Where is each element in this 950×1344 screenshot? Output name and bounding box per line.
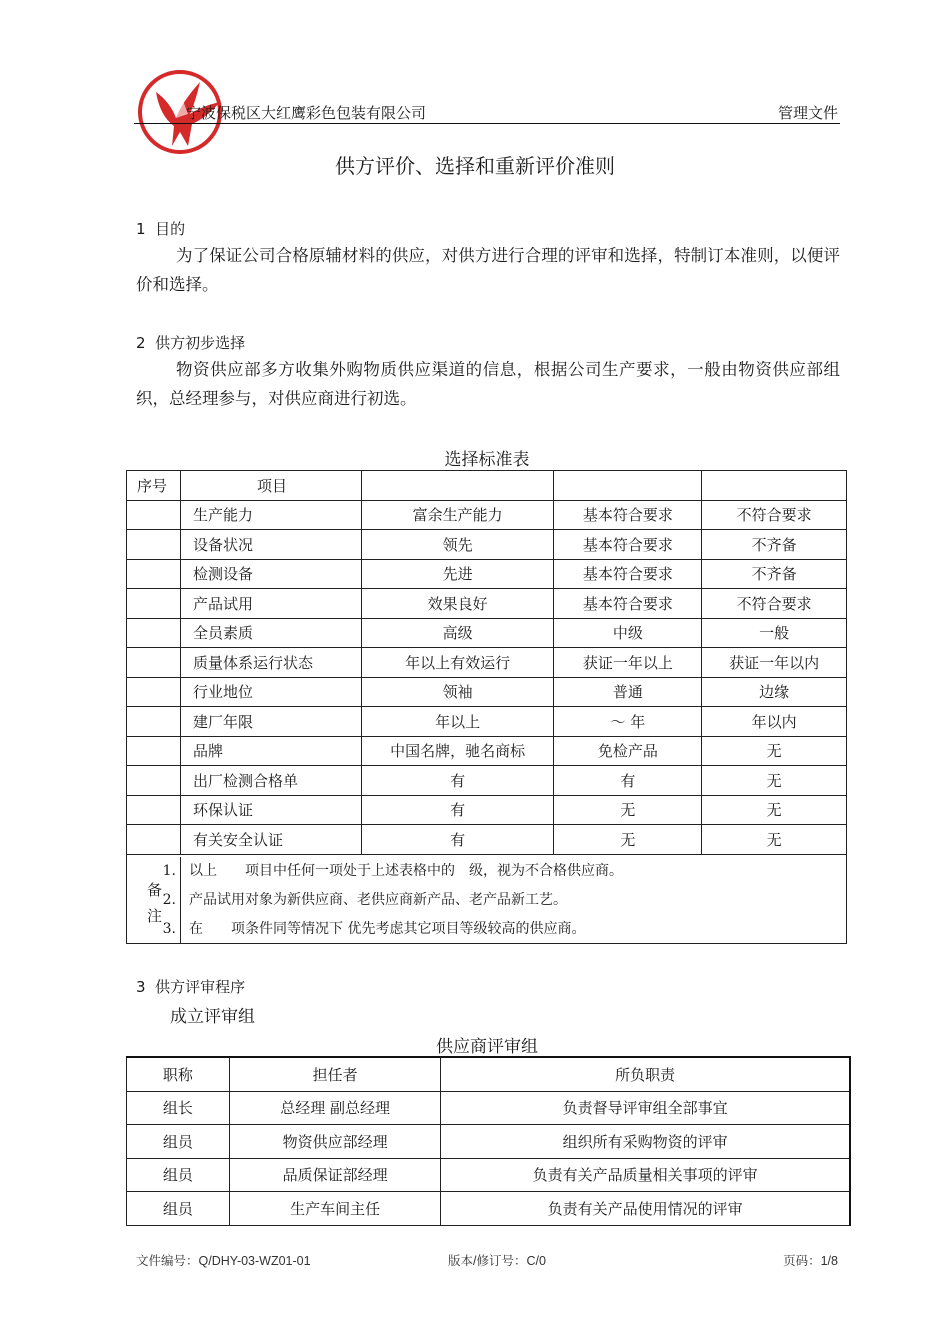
header-rule — [134, 123, 840, 124]
grade-a-cell: 效果良好 — [361, 589, 554, 619]
title-cell: 组长 — [127, 1091, 230, 1125]
grade-b-cell: 免检产品 — [554, 736, 702, 766]
note-number: 1. — [162, 862, 176, 879]
grade-b-cell: 有 — [554, 766, 702, 796]
item-cell: 有关安全认证 — [180, 825, 361, 855]
item-cell: 行业地位 — [180, 677, 361, 707]
section-3-subheading: 成立评审组 — [170, 1007, 255, 1027]
grade-b-cell: 基本符合要求 — [554, 500, 702, 530]
note-text: 产品试用对象为新供应商、老供应商新产品、老产品新工艺。 — [189, 891, 567, 908]
header-doc-type: 管理文件 — [777, 104, 838, 122]
item-cell: 设备状况 — [180, 530, 361, 560]
table-row — [127, 677, 847, 707]
grade-b-cell: ～ 年 — [554, 707, 702, 737]
table-row — [127, 1192, 851, 1226]
grade-c-cell: 无 — [702, 825, 847, 855]
table-row — [127, 618, 847, 648]
grade-b-cell: 获证一年以上 — [554, 648, 702, 678]
grade-b-cell: 基本符合要求 — [554, 530, 702, 560]
table-header-row — [127, 1057, 851, 1091]
table-row — [127, 589, 847, 619]
title-cell: 组员 — [127, 1192, 230, 1226]
grade-a-cell: 有 — [361, 795, 554, 825]
table-row — [127, 1125, 851, 1159]
seq-cell — [127, 736, 181, 766]
item-cell: 生产能力 — [180, 500, 361, 530]
table-header-row — [127, 471, 847, 501]
section-1-title: 目的 — [155, 220, 186, 238]
section-1-paragraph: 为了保证公司合格原辅材料的供应，对供方进行合理的评审和选择，特制订本准则，以便评价和选择。 — [136, 246, 840, 294]
seq-cell — [127, 707, 181, 737]
selection-criteria-table — [126, 470, 847, 944]
person-cell: 品质保证部经理 — [229, 1158, 441, 1192]
grade-b-cell: 中级 — [554, 618, 702, 648]
header-duty: 所负职责 — [441, 1057, 850, 1091]
table-row — [127, 648, 847, 678]
note-number: 3. — [162, 920, 176, 937]
document-title: 供方评价、选择和重新评价准则 — [335, 154, 615, 178]
grade-c-cell: 一般 — [702, 618, 847, 648]
section-3-title: 供方评审程序 — [155, 978, 246, 996]
seq-cell — [127, 648, 181, 678]
person-cell: 物资供应部经理 — [229, 1125, 441, 1159]
grade-c-cell: 无 — [702, 795, 847, 825]
grade-a-cell: 领袖 — [361, 677, 554, 707]
item-cell: 产品试用 — [180, 589, 361, 619]
header-grade-b — [554, 471, 702, 501]
header-company-name: 宁波保税区大红鹰彩色包装有限公司 — [186, 104, 427, 122]
grade-a-cell: 领先 — [361, 530, 554, 560]
grade-a-cell: 有 — [361, 766, 554, 796]
footer-doc-number: 文件编号：Q/DHY-03-WZ01-01 — [136, 1254, 311, 1268]
grade-c-cell: 获证一年以内 — [702, 648, 847, 678]
grade-c-cell: 不齐备 — [702, 559, 847, 589]
note-text: 在 项条件同等情况下 优先考虑其它项目等级较高的供应商。 — [189, 920, 586, 937]
seq-cell — [127, 530, 181, 560]
table-row — [127, 736, 847, 766]
table-row — [127, 500, 847, 530]
seq-cell — [127, 677, 181, 707]
grade-a-cell: 年以上有效运行 — [361, 648, 554, 678]
seq-cell — [127, 825, 181, 855]
header-seq: 序号 — [127, 471, 181, 501]
notes-text — [189, 857, 623, 944]
grade-a-cell: 高级 — [361, 618, 554, 648]
section-1-heading — [136, 218, 185, 239]
grade-c-cell: 不齐备 — [702, 530, 847, 560]
grade-b-cell: 普通 — [554, 677, 702, 707]
section-2-paragraph: 物资供应部多方收集外购物质供应渠道的信息，根据公司生产要求，一般由物资供应部组织，总经理参与，对供应商进行初选。 — [136, 360, 840, 408]
grade-c-cell: 无 — [702, 766, 847, 796]
grade-b-cell: 无 — [554, 795, 702, 825]
table-row — [127, 766, 847, 796]
duty-cell: 负责有关产品质量相关事项的评审 — [441, 1158, 850, 1192]
footer-page-number: 页码：1/8 — [783, 1254, 838, 1268]
item-cell: 建厂年限 — [180, 707, 361, 737]
table-row — [127, 1091, 851, 1125]
grade-a-cell: 年以上 — [361, 707, 554, 737]
notes-numbers — [162, 857, 176, 944]
duty-cell: 负责督导评审组全部事宜 — [441, 1091, 850, 1125]
seq-cell — [127, 795, 181, 825]
seq-cell — [127, 559, 181, 589]
grade-c-cell: 不符合要求 — [702, 500, 847, 530]
grade-a-cell: 先进 — [361, 559, 554, 589]
note-number: 2. — [162, 891, 176, 908]
header-grade-a — [361, 471, 554, 501]
selection-table-caption: 选择标准表 — [444, 450, 530, 470]
table-row — [127, 559, 847, 589]
section-2-heading — [136, 332, 245, 353]
seq-cell — [127, 500, 181, 530]
header-title: 职称 — [127, 1057, 230, 1091]
grade-b-cell: 无 — [554, 825, 702, 855]
table-row — [127, 1158, 851, 1192]
item-cell: 全员素质 — [180, 618, 361, 648]
table-row — [127, 530, 847, 560]
grade-c-cell: 无 — [702, 736, 847, 766]
footer-version: 版本/修订号：C/0 — [448, 1254, 546, 1268]
grade-b-cell: 基本符合要求 — [554, 589, 702, 619]
header-grade-c — [702, 471, 847, 501]
review-table-caption: 供应商评审组 — [436, 1037, 538, 1057]
notes-label: 备注 — [147, 880, 163, 925]
title-cell: 组员 — [127, 1158, 230, 1192]
title-cell: 组员 — [127, 1125, 230, 1159]
notes-row — [127, 854, 847, 943]
item-cell: 品牌 — [180, 736, 361, 766]
section-3-heading — [136, 976, 245, 997]
person-cell: 总经理 副总经理 — [229, 1091, 441, 1125]
item-cell: 环保认证 — [180, 795, 361, 825]
section-3-number: 3 — [136, 978, 146, 996]
item-cell: 质量体系运行状态 — [180, 648, 361, 678]
grade-c-cell: 边缘 — [702, 677, 847, 707]
grade-a-cell: 富余生产能力 — [361, 500, 554, 530]
grade-c-cell: 不符合要求 — [702, 589, 847, 619]
header-item: 项目 — [180, 471, 361, 501]
notes-cell — [127, 854, 847, 943]
grade-c-cell: 年以内 — [702, 707, 847, 737]
grade-a-cell: 中国名牌，驰名商标 — [361, 736, 554, 766]
grade-a-cell: 有 — [361, 825, 554, 855]
section-1-number: 1 — [136, 220, 146, 238]
notes-divider — [180, 857, 182, 943]
section-2-title: 供方初步选择 — [155, 334, 246, 352]
header-person: 担任者 — [229, 1057, 441, 1091]
duty-cell: 负责有关产品使用情况的评审 — [441, 1192, 850, 1226]
item-cell: 检测设备 — [180, 559, 361, 589]
item-cell: 出厂检测合格单 — [180, 766, 361, 796]
section-2-number: 2 — [136, 334, 146, 352]
review-group-table — [126, 1056, 851, 1226]
note-text: 以上 项目中任何一项处于上述表格中的 级，视为不合格供应商。 — [189, 862, 623, 879]
table-row — [127, 707, 847, 737]
grade-b-cell: 基本符合要求 — [554, 559, 702, 589]
person-cell: 生产车间主任 — [229, 1192, 441, 1226]
duty-cell: 组织所有采购物资的评审 — [441, 1125, 850, 1159]
table-row — [127, 795, 847, 825]
seq-cell — [127, 766, 181, 796]
seq-cell — [127, 618, 181, 648]
table-row — [127, 825, 847, 855]
seq-cell — [127, 589, 181, 619]
